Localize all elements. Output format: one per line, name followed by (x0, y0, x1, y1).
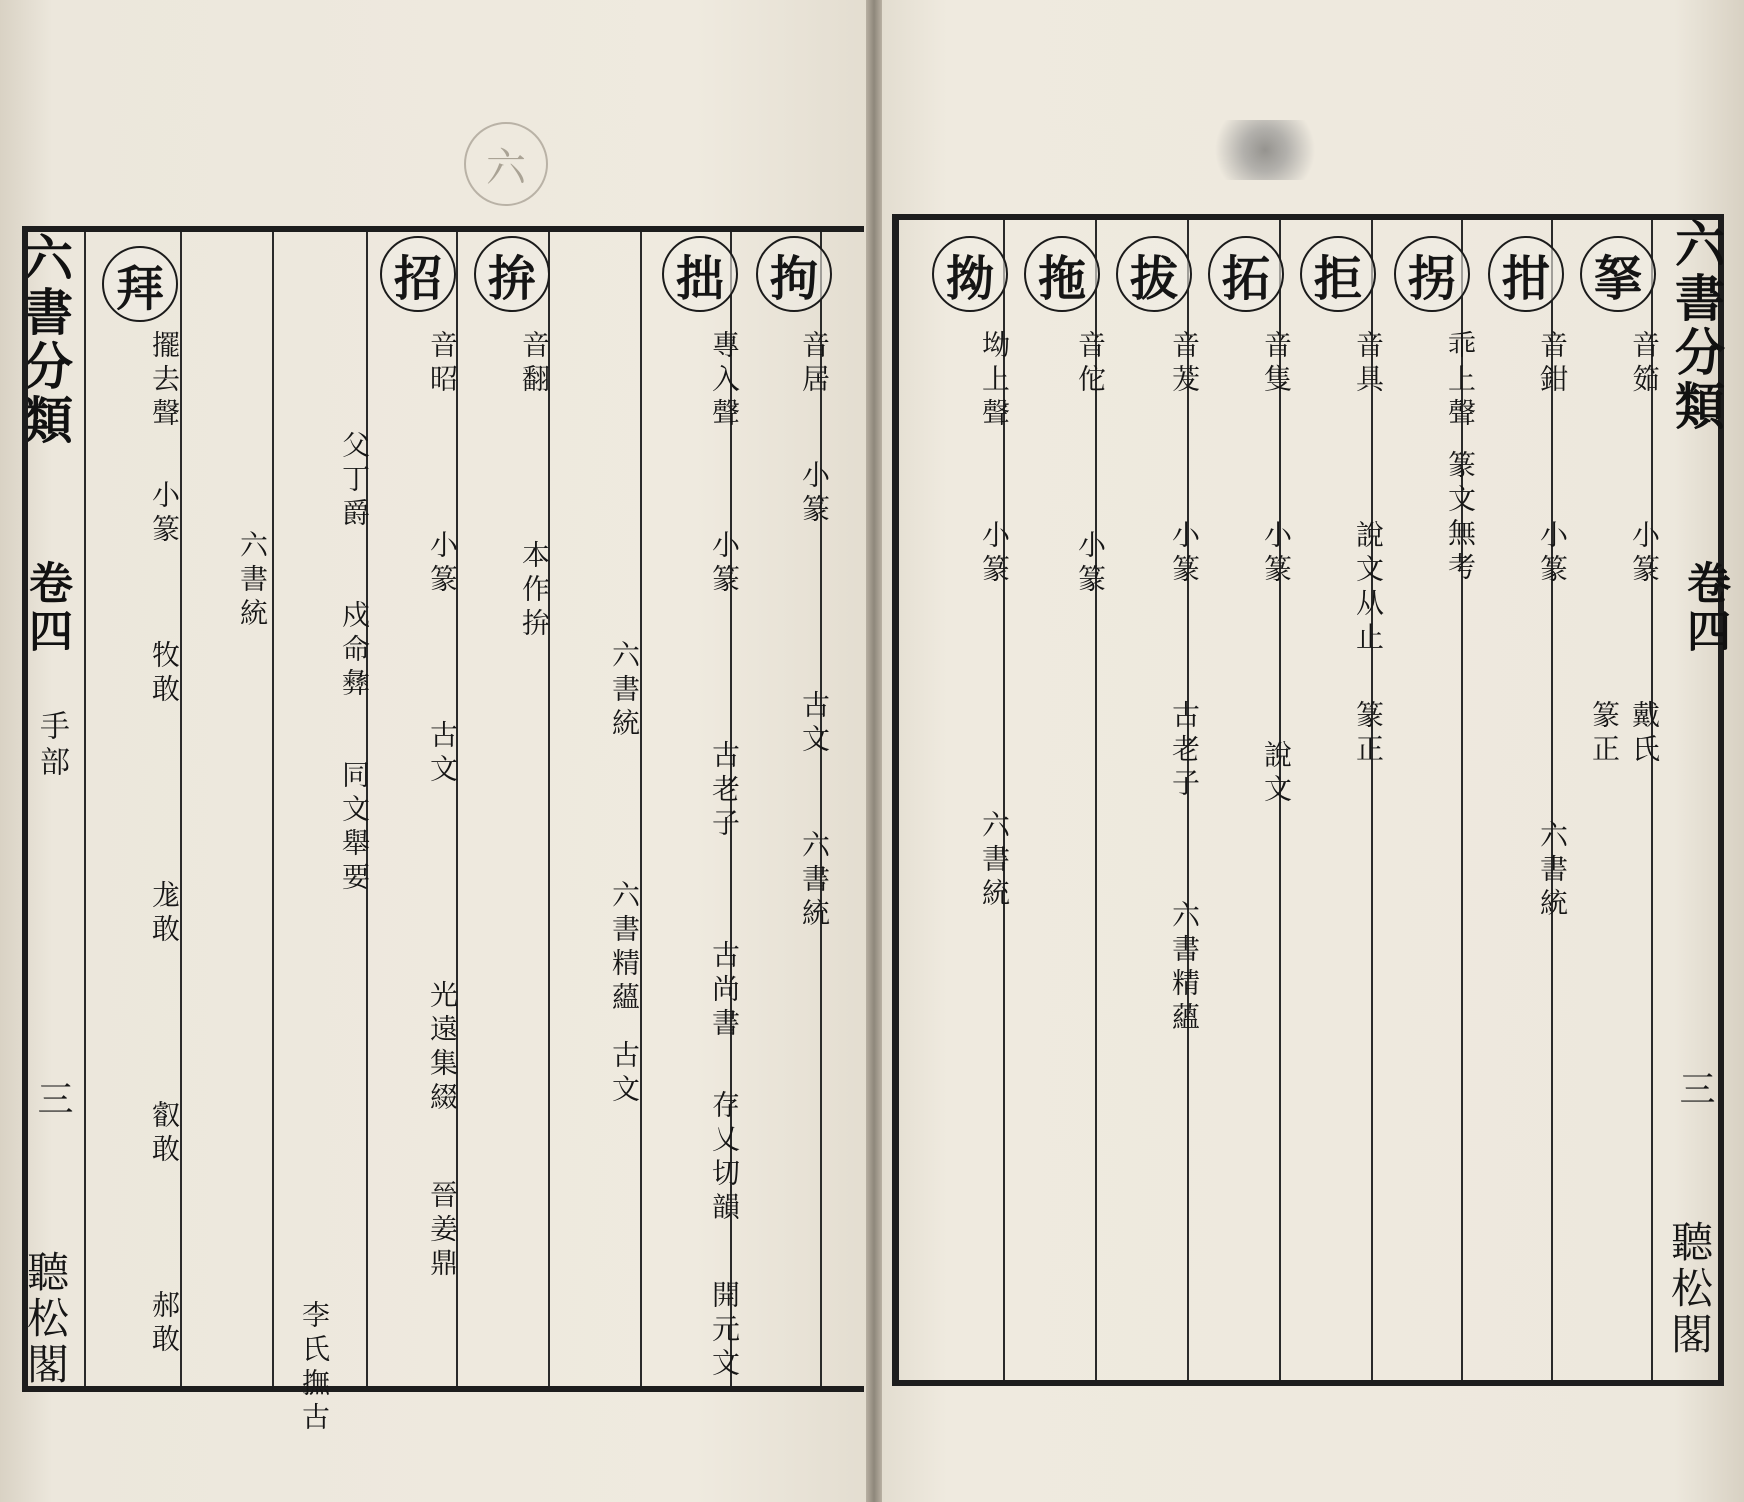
entry-note: 小篆 (1536, 520, 1569, 588)
ink-blot (1200, 120, 1330, 180)
entry-note: 小篆 (978, 520, 1011, 588)
entry-note: 小篆 (1074, 530, 1107, 598)
entry-note: 說文从止 (1352, 520, 1385, 656)
column-rule (820, 232, 822, 1386)
entry-note: 小篆 (426, 530, 459, 598)
entry-note: 晉姜鼎 (426, 1180, 459, 1282)
entry-note: 專入聲 (708, 330, 741, 432)
entry-head-ao: 拗 (932, 236, 1008, 312)
entry-note: 古老子 (1168, 700, 1201, 802)
entry-head-ba: 拔 (1116, 236, 1192, 312)
left-spine-title: 六書分類 (15, 232, 74, 448)
entry-head-ju: 拘 (756, 236, 832, 312)
column-rule (640, 232, 642, 1386)
entry-note: 音隻 (1260, 330, 1293, 398)
entry-note: 同文舉要 (338, 760, 371, 896)
entry-note: 古老子 (708, 740, 741, 842)
right-page-number: 三 (1674, 1070, 1715, 1112)
entry-note: 音佗 (1074, 330, 1107, 398)
entry-note: 小篆 (1260, 520, 1293, 588)
entry-note: 音翻 (518, 330, 551, 398)
entry-note: 牧敢 (148, 640, 181, 708)
entry-note: 李氏撫古 (298, 1300, 331, 1436)
right-spine-title: 六書分類 (1667, 218, 1726, 434)
entry-note: 開元文 (708, 1280, 741, 1382)
entry-note: 篆正 (1588, 700, 1621, 768)
column-rule (84, 232, 86, 1386)
right-text-frame (892, 214, 1724, 1386)
column-rule (272, 232, 274, 1386)
entry-note: 乖上聲 (1444, 330, 1477, 432)
entry-note: 小篆 (148, 480, 181, 548)
entry-note: 擺去聲 (148, 330, 181, 432)
entry-note: 音茇 (1168, 330, 1201, 398)
entry-note: 本作拚 (518, 540, 551, 642)
entry-note: 六書統 (1536, 820, 1569, 922)
left-volume: 卷四 (21, 560, 72, 656)
entry-note: 叡敢 (148, 1100, 181, 1168)
entry-head-ju2: 拒 (1300, 236, 1376, 312)
right-volume: 卷四 (1679, 560, 1730, 656)
right-publisher: 聽松閣 (1665, 1220, 1714, 1358)
entry-head-zhuo: 拙 (662, 236, 738, 312)
entry-note: 尨敢 (148, 880, 181, 948)
entry-head-tuo2: 拖 (1024, 236, 1100, 312)
entry-note: 古尚書 (708, 940, 741, 1042)
entry-note: 小篆 (1628, 520, 1661, 588)
left-publisher: 聽松閣 (21, 1250, 70, 1388)
entry-note: 存乂切韻 (708, 1090, 741, 1226)
entry-note: 古文 (426, 720, 459, 788)
entry-note: 六書精蘊 (1168, 900, 1201, 1036)
entry-note: 六書統 (608, 640, 641, 742)
entry-note: 音筎 (1628, 330, 1661, 398)
entry-note: 音具 (1352, 330, 1385, 398)
entry-note: 六書統 (978, 810, 1011, 912)
entry-note: 篆正 (1352, 700, 1385, 768)
entry-note: 光遠集綴 (426, 980, 459, 1116)
entry-note: 六書統 (798, 830, 831, 932)
entry-note: 小篆 (798, 460, 831, 528)
entry-head-pan: 拚 (474, 236, 550, 312)
left-page-number: 三 (32, 1080, 73, 1122)
entry-note: 音昭 (426, 330, 459, 398)
entry-note: 篆文無考 (1444, 450, 1477, 586)
page-stamp: 六 (464, 122, 548, 206)
entry-note: 六書精蘊 (608, 880, 641, 1016)
entry-head-guai: 拐 (1394, 236, 1470, 312)
entry-note: 郝敢 (148, 1290, 181, 1358)
entry-head-zhao: 招 (380, 236, 456, 312)
entry-head-tuo: 拓 (1208, 236, 1284, 312)
entry-note: 古文 (608, 1040, 641, 1108)
entry-note: 古文 (798, 690, 831, 758)
entry-head-na: 拏 (1580, 236, 1656, 312)
entry-note: 小篆 (1168, 520, 1201, 588)
entry-note: 坳上聲 (978, 330, 1011, 432)
entry-note: 戴氏 (1628, 700, 1661, 768)
entry-note: 小篆 (708, 530, 741, 598)
column-rule (548, 232, 550, 1386)
entry-note: 戍命彝 (338, 600, 371, 702)
entry-note: 父丁爵 (338, 430, 371, 532)
entry-note: 說文 (1260, 740, 1293, 808)
entry-note: 六書統 (236, 530, 269, 632)
entry-note: 音鉗 (1536, 330, 1569, 398)
left-section: 手部 (34, 710, 69, 782)
entry-head-bai: 拜 (102, 246, 178, 322)
book-gutter (866, 0, 882, 1502)
entry-head-qian: 拑 (1488, 236, 1564, 312)
entry-note: 音居 (798, 330, 831, 398)
